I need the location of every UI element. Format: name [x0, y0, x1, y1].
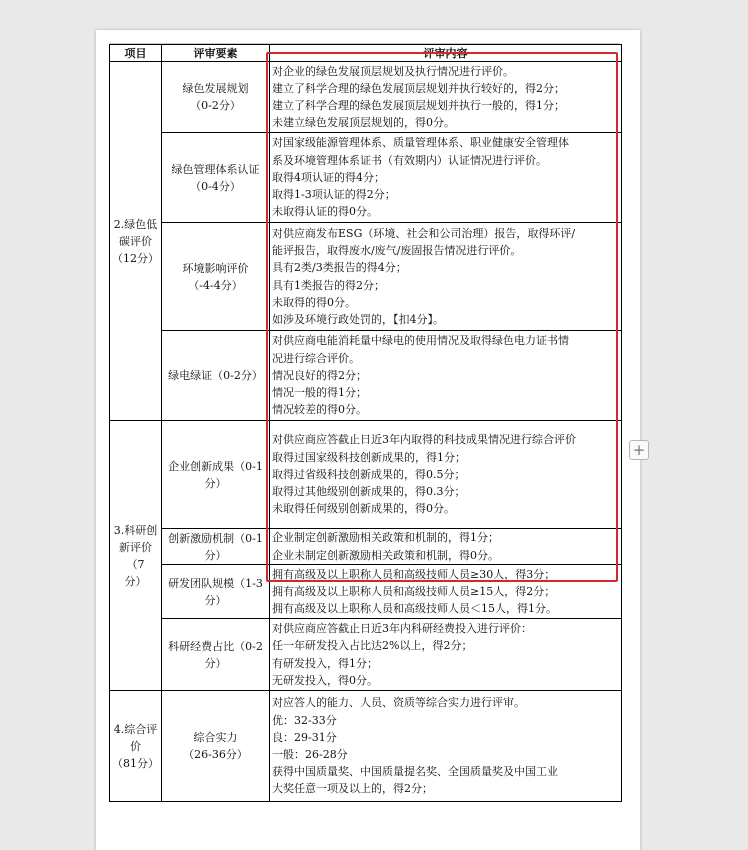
table-row — [110, 62, 622, 133]
criteria-cell: 对应答人的能力、人员、资质等综合实力进行评审。 优：32-33分 良：29-31分 一般：26-28分 获得中国质量奖、中国质量提名奖、全国质量奖及中国工业 大奖任意一项及以上的，得2分； — [270, 691, 622, 802]
table-row — [110, 223, 622, 331]
criteria-cell: 企业制定创新激励相关政策和机制的，得1分； 企业未制定创新激励相关政策和机制，得0分。 — [270, 529, 622, 565]
element-cell: 绿色发展规划 （0-2分） — [162, 62, 270, 133]
element-cell: 研发团队规模（1-3 分） — [162, 565, 270, 619]
criteria-cell: 对供应商应答截止日近3年内取得的科技成果情况进行综合评价 取得过国家级科技创新成果的，得1分； 取得过省级科技创新成果的，得0.5分； 取得过其他级别创新成果的，得0.3分； 未取得任何级别创新成果的，得0分。 — [270, 421, 622, 529]
criteria-cell: 对供应商应答截止日近3年内科研经费投入进行评价： 任一年研发投入占比达2%以上，得2分； 有研发投入，得1分； 无研发投入，得0分。 — [270, 619, 622, 691]
evaluation-table — [109, 44, 622, 802]
table-row — [110, 691, 622, 802]
table-row — [110, 331, 622, 421]
table-row — [110, 529, 622, 565]
criteria-cell: 对国家级能源管理体系、质量管理体系、职业健康安全管理体 系及环境管理体系证书（有效期内）认证情况进行评价。 取得4项认证的得4分； 取得1-3项认证的得2分； 未取得认证的得0分。 — [270, 133, 622, 223]
element-cell: 创新激励机制（0-1 分） — [162, 529, 270, 565]
criteria-cell: 对供应商电能消耗量中绿电的使用情况及取得绿色电力证书情 况进行综合评价。 情况良好的得2分； 情况一般的得1分； 情况较差的得0分。 — [270, 331, 622, 421]
table-row — [110, 619, 622, 691]
project-cell-overall: 4.综合评 价 （81分） — [110, 691, 162, 802]
table-row — [110, 565, 622, 619]
table-row — [110, 421, 622, 529]
element-cell: 绿色管理体系认证 （0-4分） — [162, 133, 270, 223]
element-cell: 绿电绿证（0-2分） — [162, 331, 270, 421]
table-row — [110, 133, 622, 223]
element-cell: 企业创新成果（0-1 分） — [162, 421, 270, 529]
criteria-cell: 对企业的绿色发展顶层规划及执行情况进行评价。 建立了科学合理的绿色发展顶层规划并执行较好的，得2分； 建立了科学合理的绿色发展顶层规划并执行一般的，得1分； 未建立绿色发展顶层规划的，得0分。 — [270, 62, 622, 133]
criteria-cell: 拥有高级及以上职称人员和高级技师人员≥30人，得3分； 拥有高级及以上职称人员和高级技师人员≥15人，得2分； 拥有高级及以上职称人员和高级技师人员＜15人，得1分。 — [270, 565, 622, 619]
element-cell: 环境影响评价 （-4-4分） — [162, 223, 270, 331]
element-cell: 科研经费占比（0-2 分） — [162, 619, 270, 691]
table-header-row — [110, 45, 622, 62]
project-cell-research: 3.科研创 新评价（7 分） — [110, 421, 162, 691]
element-cell: 综合实力 （26-36分） — [162, 691, 270, 802]
header-project: 项目 — [110, 45, 162, 62]
header-element: 评审要素 — [162, 45, 270, 62]
project-cell-green: 2.绿色低 碳评价 （12分） — [110, 62, 162, 421]
header-content: 评审内容 — [270, 45, 622, 62]
criteria-cell: 对供应商发布ESG（环境、社会和公司治理）报告，取得环评/ 能评报告，取得废水/废气/废固报告情况进行评价。 具有2类/3类报告的得4分； 具有1类报告的得2分； 未取得的得0分。 如涉及环境行政处罚的，【扣4分】。 — [270, 223, 622, 331]
add-row-button[interactable]: + — [629, 440, 649, 460]
